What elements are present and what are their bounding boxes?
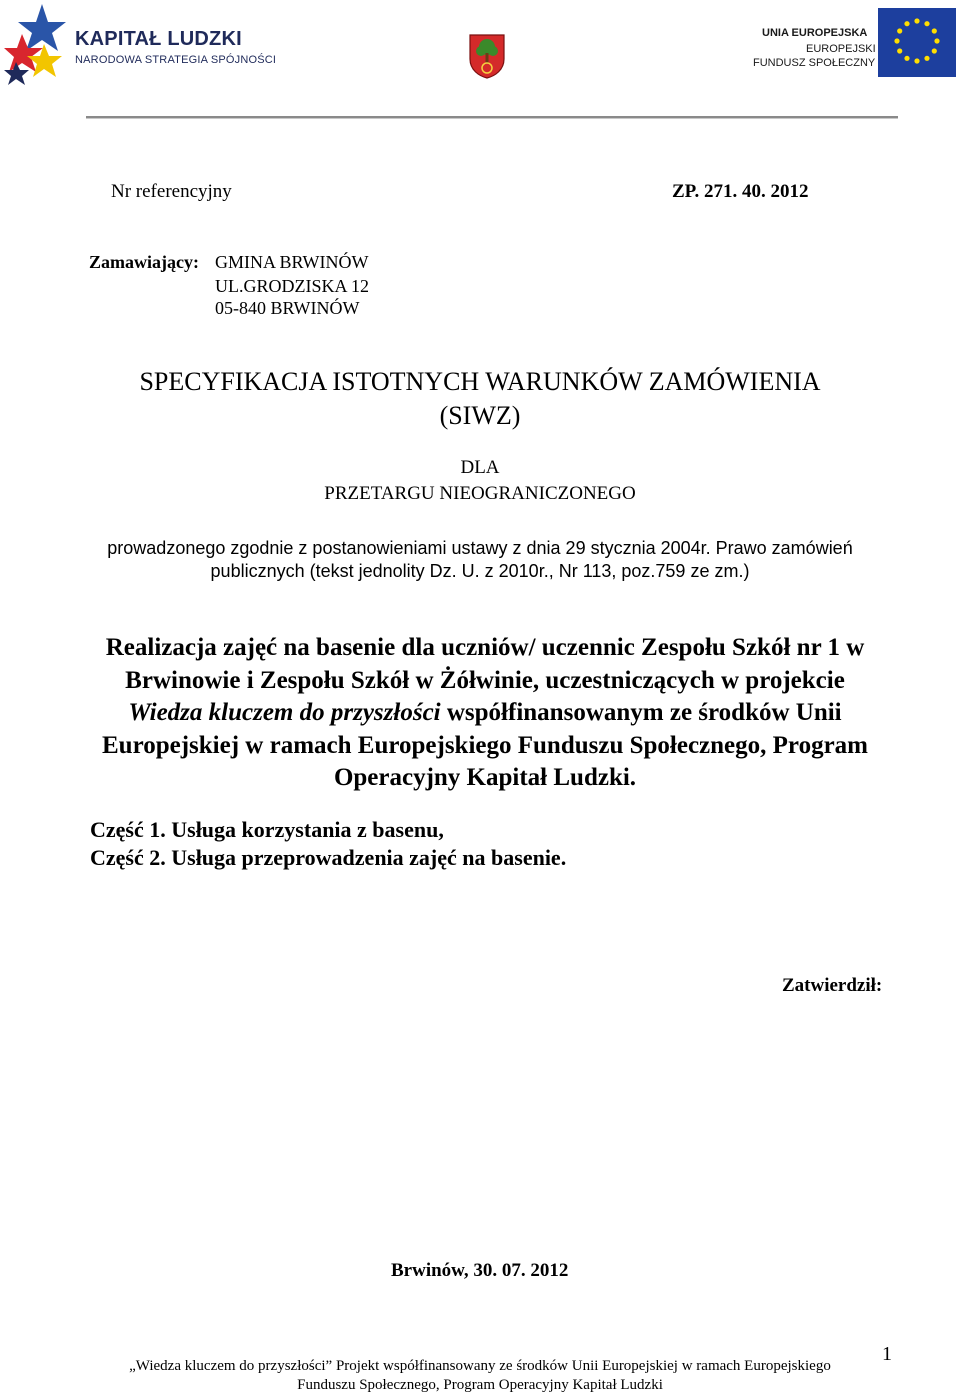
part-2: Część 2. Usługa przeprowadzenia zajęć na basenie. (90, 845, 567, 870)
procurement-subject (90, 632, 880, 795)
reference-label: Nr referencyjny (111, 181, 232, 202)
esf-label-line2: FUNDUSZ SPOŁECZNY (753, 57, 876, 69)
buyer-name: GMINA BRWINÓW (215, 252, 369, 272)
legal-basis-line2: publicznych (tekst jednolity Dz. U. z 2010r., Nr 113, poz.759 ze zm.) (210, 561, 750, 581)
legal-basis (0, 537, 960, 583)
document-abbreviation: (SIWZ) (439, 401, 521, 430)
buyer-street: UL.GRODZISKA 12 (215, 276, 370, 296)
header-divider (86, 116, 898, 119)
kapital-ludzki-subtitle: NARODOWA STRATEGIA SPÓJNOŚCI (75, 54, 277, 66)
project-name: Wiedza kluczem do przyszłości (128, 699, 441, 726)
place-and-date: Brwinów, 30. 07. 2012 (391, 1260, 569, 1281)
tender-type: PRZETARGU NIEOGRANICZONEGO (324, 483, 636, 504)
footer-line2: Funduszu Społecznego, Program Operacyjny Kapitał Ludzki (297, 1377, 663, 1393)
for-label: DLA (460, 457, 500, 478)
eu-label: UNIA EUROPEJSKA (762, 27, 868, 39)
reference-number: ZP. 271. 40. 2012 (672, 181, 809, 202)
coat-of-arms-icon (468, 33, 506, 79)
buyer-city: 05-840 BRWINÓW (215, 298, 360, 318)
footer-line1: „Wiedza kluczem do przyszłości” Projekt współfinansowany ze środków Unii Europejskiej w ramach Europejskiego (129, 1358, 831, 1374)
eu-flag-icon (878, 8, 956, 77)
subject-text-start: Realizacja zajęć na basenie dla uczniów/ uczennic Zespołu Szkół nr 1 w Brwinowie i Zespołu Szkół w Żółwinie, uczestniczących w projekcie (105, 634, 865, 694)
part-1: Część 1. Usługa korzystania z basenu, (90, 817, 444, 842)
kapital-ludzki-title: KAPITAŁ LUDZKI (75, 28, 242, 50)
page-number: 1 (882, 1343, 892, 1365)
buyer-label: Zamawiający: (89, 252, 199, 272)
document-title: SPECYFIKACJA ISTOTNYCH WARUNKÓW ZAMÓWIENIA (139, 367, 821, 396)
esf-label-line1: EUROPEJSKI (806, 43, 876, 55)
legal-basis-line1: prowadzonego zgodnie z postanowieniami ustawy z dnia 29 stycznia 2004r. Prawo zamówień (107, 538, 853, 558)
approved-label: Zatwierdził: (782, 975, 883, 996)
subject-text-end: współfinansowanym ze środków Unii Europejskiej w ramach Europejskiego Funduszu Społecznego, Program Operacyjny Kapitał Ludzki. (102, 699, 868, 791)
